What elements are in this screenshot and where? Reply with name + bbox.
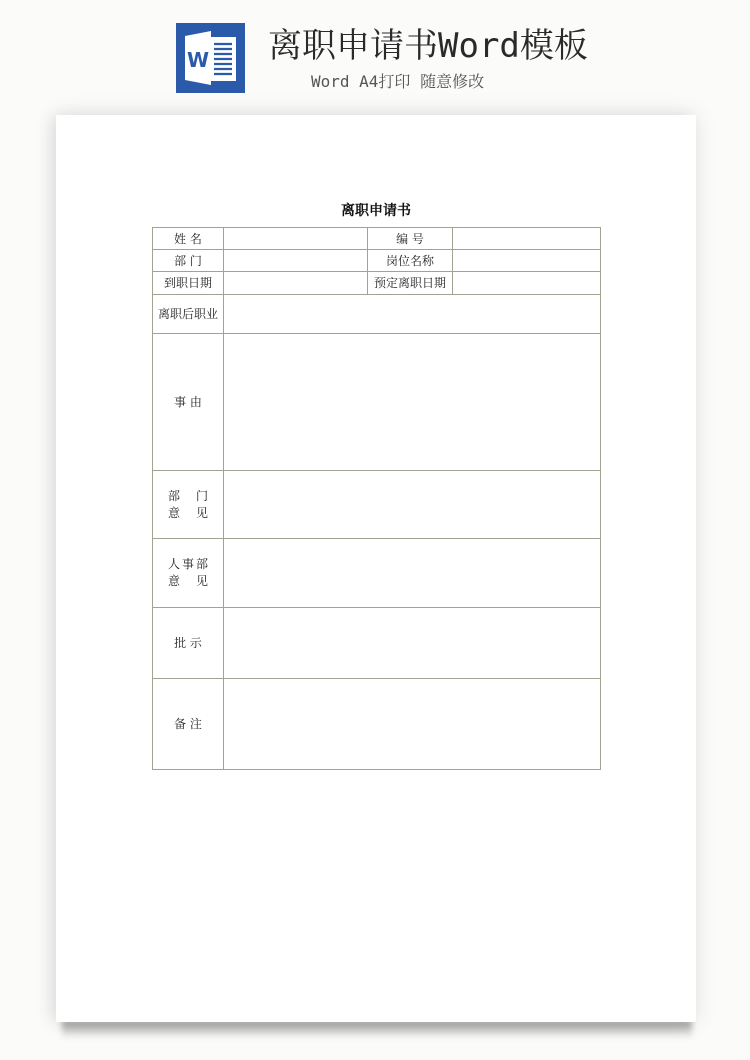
hr-opinion-label-line2: 意 见 bbox=[168, 574, 208, 588]
banner-subtitle: Word A4打印 随意修改 bbox=[311, 72, 485, 91]
start-date-field[interactable] bbox=[224, 272, 368, 295]
dept-opinion-label-line2: 意 见 bbox=[168, 505, 208, 520]
post-leave-occupation-label: 离职后职业 bbox=[153, 295, 224, 334]
number-field[interactable] bbox=[453, 228, 601, 250]
table-row-remarks bbox=[153, 679, 601, 770]
planned-leave-date-label: 预定离职日期 bbox=[368, 272, 453, 295]
hr-opinion-label-line1: 人事部 bbox=[168, 557, 208, 571]
banner-title: 离职申请书Word模板 bbox=[268, 26, 588, 66]
approval-label: 批 示 bbox=[153, 608, 224, 679]
reason-field[interactable] bbox=[224, 334, 601, 471]
remarks-label: 备 注 bbox=[153, 679, 224, 770]
word-document-icon bbox=[176, 23, 245, 93]
table-row-approval bbox=[153, 608, 601, 679]
name-label: 姓 名 bbox=[153, 228, 224, 250]
table-row-dept-opinion bbox=[153, 471, 601, 539]
template-banner bbox=[0, 0, 750, 110]
post-leave-occupation-field[interactable] bbox=[224, 295, 601, 334]
resignation-form-table bbox=[152, 227, 601, 770]
page-shadow bbox=[62, 1020, 692, 1038]
table-row-dates bbox=[153, 272, 601, 295]
table-row-department bbox=[153, 250, 601, 272]
position-label: 岗位名称 bbox=[368, 250, 453, 272]
position-field[interactable] bbox=[453, 250, 601, 272]
table-row-name bbox=[153, 228, 601, 250]
approval-field[interactable] bbox=[224, 608, 601, 679]
document-title: 离职申请书 bbox=[341, 203, 411, 219]
document-page bbox=[56, 115, 696, 1022]
table-row-reason bbox=[153, 334, 601, 471]
remarks-field[interactable] bbox=[224, 679, 601, 770]
start-date-label: 到职日期 bbox=[153, 272, 224, 295]
dept-opinion-field[interactable] bbox=[224, 471, 601, 539]
reason-label: 事 由 bbox=[153, 334, 224, 471]
name-field[interactable] bbox=[224, 228, 368, 250]
planned-leave-date-field[interactable] bbox=[453, 272, 601, 295]
table-row-post-leave-occupation bbox=[153, 295, 601, 334]
table-row-hr-opinion bbox=[153, 539, 601, 608]
department-label: 部 门 bbox=[153, 250, 224, 272]
hr-opinion-label bbox=[153, 539, 224, 608]
hr-opinion-field[interactable] bbox=[224, 539, 601, 608]
dept-opinion-label-line1: 部 门 bbox=[168, 488, 208, 503]
dept-opinion-label bbox=[153, 471, 224, 539]
svg-text:W: W bbox=[186, 48, 210, 72]
department-field[interactable] bbox=[224, 250, 368, 272]
number-label: 编 号 bbox=[368, 228, 453, 250]
